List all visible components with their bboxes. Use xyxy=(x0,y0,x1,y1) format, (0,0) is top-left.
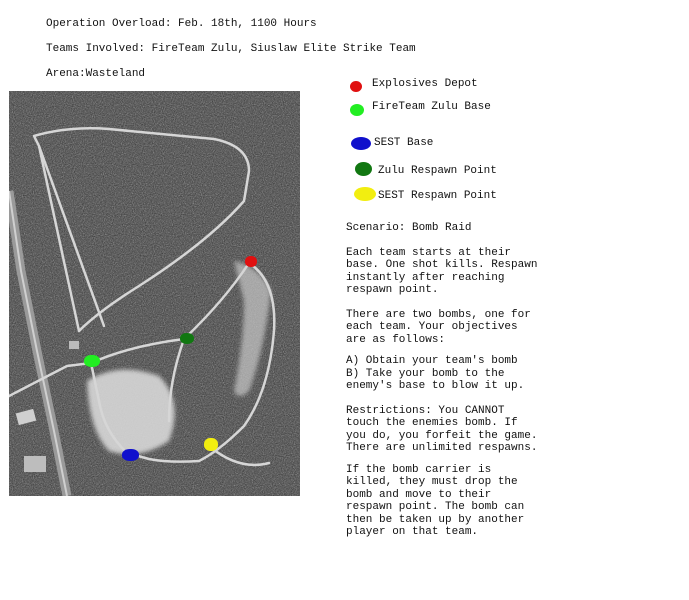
objective-a: A) Obtain your team's bomb xyxy=(346,355,518,367)
sest-base-marker xyxy=(122,449,139,461)
legend-label: Zulu Respawn Point xyxy=(378,165,497,177)
green-marker-icon xyxy=(350,104,364,116)
scenario-title: Scenario: Bomb Raid xyxy=(346,222,472,234)
legend-item-zulu-respawn xyxy=(350,165,680,183)
arena-label: Arena:Wasteland xyxy=(46,68,146,80)
dark-green-marker-icon xyxy=(355,162,372,176)
zulu-respawn-marker xyxy=(180,333,194,344)
scenario-restrictions: Restrictions: You CANNOT touch the enemies bomb. If you do, you forfeit the game. There are unlimited respawns. xyxy=(346,404,538,454)
legend-label: Explosives Depot xyxy=(372,78,478,90)
objective-b: B) Take your bomb to the enemy's base to blow it up. xyxy=(346,367,525,392)
teams-involved: Teams Involved: FireTeam Zulu, Siuslaw Elite Strike Team xyxy=(46,43,416,55)
legend-label: SEST Respawn Point xyxy=(378,190,497,202)
legend-label: FireTeam Zulu Base xyxy=(372,101,491,113)
explosives-depot-marker xyxy=(245,256,257,267)
legend-item-sest-base xyxy=(350,137,680,155)
scenario-objectives-intro: There are two bombs, one for each team. Your objectives are as follows: xyxy=(346,308,531,346)
aerial-map xyxy=(9,91,300,496)
legend-item-fireteam-zulu-base xyxy=(350,101,680,119)
scenario-rules: Each team starts at their base. One shot kills. Respawn instantly after reaching respawn point. xyxy=(346,246,538,296)
legend-item-sest-respawn xyxy=(350,190,680,208)
legend-label: SEST Base xyxy=(374,137,434,149)
blue-marker-icon xyxy=(351,137,371,150)
scenario-bomb-carrier: If the bomb carrier is killed, they must drop the bomb and move to their respawn point. The bomb can then be taken up by another player on that team. xyxy=(346,463,525,538)
fireteam-zulu-base-marker xyxy=(84,355,100,367)
aerial-map-image xyxy=(9,91,300,496)
sest-respawn-marker xyxy=(204,438,218,451)
operation-title: Operation Overload: Feb. 18th, 1100 Hours xyxy=(46,18,317,30)
red-marker-icon xyxy=(350,81,362,92)
legend-item-explosives-depot xyxy=(350,78,680,96)
yellow-marker-icon xyxy=(354,187,376,201)
scenario-description xyxy=(346,222,541,551)
